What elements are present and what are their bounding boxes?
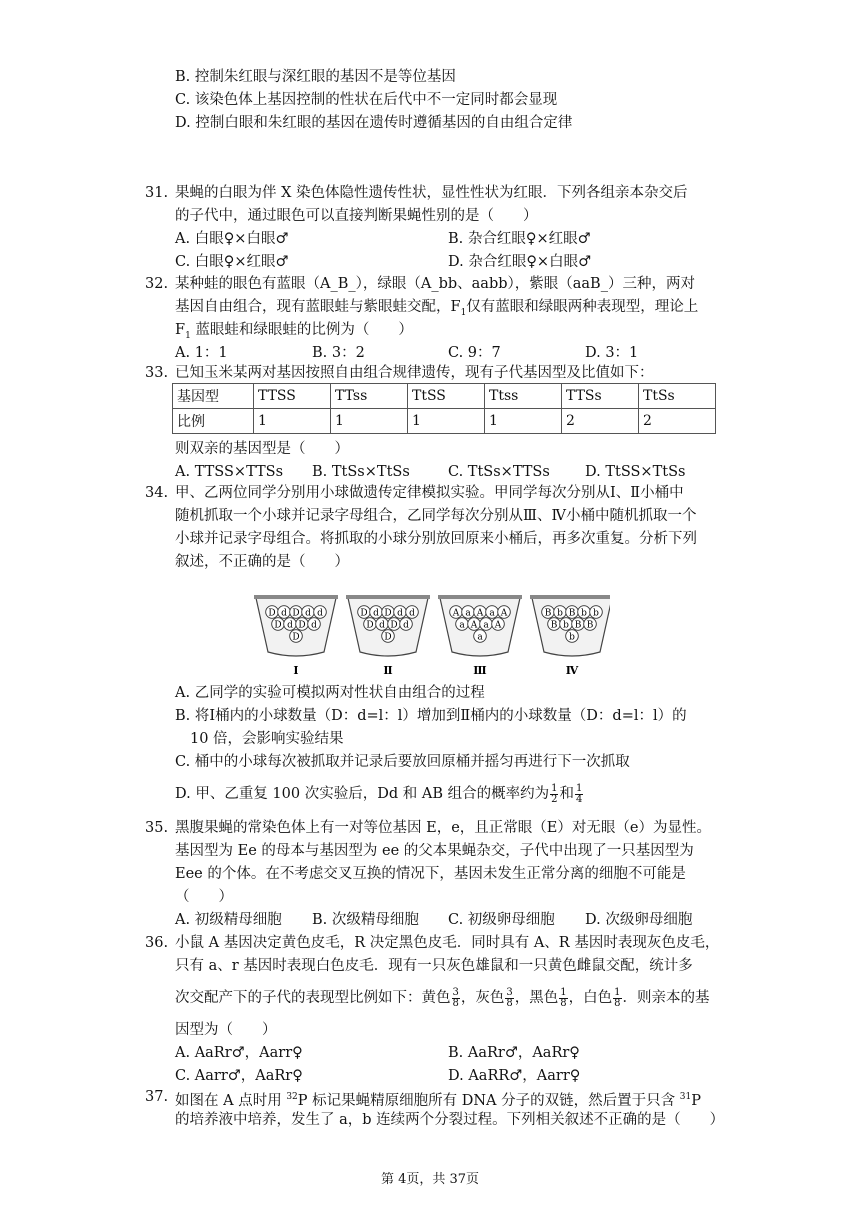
option-c: C. 白眼♀×红眼♂ [175,254,289,270]
ball-letter: D [268,608,276,619]
option-d: D. 杂合红眼♀×白眼♂ [448,254,592,270]
table-header-row [173,384,716,409]
ball-letter: D [292,608,300,619]
ball-letter: D [384,608,392,619]
question-text: 基因型为 Ee 的母本与基因型为 ee 的父本果蝇杂交，子代中出现了一只基因型为 [175,843,694,859]
bucket-2 [346,595,430,677]
question-number: 32. [145,276,169,292]
option-b: B. 杂合红眼♀×红眼♂ [448,231,591,247]
ball-letter: a [489,608,495,619]
question-text: $F_1$ 蓝眼蛙和绿眼蛙的比例为（ ） [175,322,413,341]
bucket-label: Ⅲ [473,664,487,677]
table-cell: 2 [639,409,716,434]
question-text: 黑腹果蝇的常染色体上有一对等位基因 E，e，且正常眼（E）对无眼（e）为显性。 [175,820,711,836]
table-cell: TTss [331,384,408,409]
question-number: 34. [145,485,169,501]
question-text: 某种蛙的眼色有蓝眼（A_B_），绿眼（A_bb、aabb），紫眼（aaB_）三种，两对 [175,276,695,292]
question-text: 只有 a、r 基因时表现白色皮毛．现有一只灰色雄鼠和一只黄色雌鼠交配，统计多 [175,958,693,974]
ball-letter: a [465,608,471,619]
table-cell: Ttss [485,384,562,409]
question-number: 31. [145,185,169,201]
table-cell: 2 [562,409,639,434]
option-c: C. 桶中的小球每次被抓取并记录后要放回原桶并摇匀再进行下一次抓取 [175,754,630,770]
question-text: 基因自由组合，现有蓝眼蛙与紫眼蛙交配，$F_1$仅有蓝眼和绿眼两种表现型，理论上 [175,299,699,318]
ball-letter: b [569,632,575,643]
option-d: D. 次级卵母细胞 [585,912,693,928]
ball-letter: B [550,620,558,631]
ball-letter: B [568,608,576,619]
ball-letter: A [494,620,502,631]
ball-letter: a [483,620,489,631]
ball-letter: b [563,620,569,631]
bucket-label: Ⅱ [383,664,393,677]
option-c: C. TtSs×TTSs [448,464,550,480]
option-c: C. Aarr♂，AaRr♀ [175,1068,303,1084]
option-a: A. 白眼♀×白眼♂ [175,231,289,247]
ball-letter: a [477,632,483,643]
question-text: 小球并记录字母组合。将抓取的小球分别放回原来小桶后，再多次重复。分析下列 [175,531,697,547]
ball-letter: d [287,620,293,631]
ball-letter: d [305,608,311,619]
ball-letter: D [274,620,282,631]
question-text: 甲、乙两位同学分别用小球做遗传定律模拟实验。甲同学每次分别从Ⅰ、Ⅱ小桶中 [175,485,684,501]
ball-letter: D [292,632,300,643]
ball-letter: a [459,620,465,631]
fraction: $\frac{3}{8}$ [452,986,459,1009]
prev-option-d: D. 控制白眼和朱红眼的基因在遗传时遵循基因的自由组合定律 [175,115,573,131]
table-cell: TTSS [254,384,331,409]
table-cell: 1 [331,409,408,434]
page-footer: 第 4页，共 37页 [380,1172,480,1187]
question-number: 35. [145,820,169,836]
question-text: 果蝇的白眼为伴 X 染色体隐性遗传性状，显性性状为红眼．下列各组亲本杂交后 [175,185,688,201]
question-text: 次交配产下的子代的表现型比例如下：黄色 $\frac{3}{8}$ ，灰色 $\frac{3}{8}$ ，黑色 $\frac{1}{8}$ ，白色 $\frac{1}{8}$ ．则亲本的基 [175,986,710,1009]
bucket-3 [438,595,522,677]
question-text: 的子代中，通过眼色可以直接判断果蝇性别的是（ ） [175,208,538,224]
table-cell: 比例 [173,409,254,434]
table-cell: TTSs [562,384,639,409]
ball-letter: d [403,620,409,631]
option-c: C. 初级卵母细胞 [448,912,555,928]
ball-letter: A [500,608,508,619]
option-b: B. 将Ⅰ桶内的小球数量（D：d=l：l）增加到Ⅱ桶内的小球数量（D：d=l：l）的 [175,708,687,724]
option-b: B. AaRr♂，AaRr♀ [448,1045,580,1061]
question-text: Eee 的个体。在不考虑交叉互换的情况下，基因未发生正常分离的细胞不可能是 [175,866,686,882]
table-cell: 1 [485,409,562,434]
question-text: 则双亲的基因型是（ ） [175,441,349,457]
option-d: D. AaRR♂，Aarr♀ [448,1068,581,1084]
question-text: （ ） [175,889,233,905]
table-cell: TtSs [639,384,716,409]
ball-letter: d [379,620,385,631]
ball-letter: d [373,608,379,619]
bucket-1 [254,595,338,677]
table-cell: 基因型 [173,384,254,409]
ball-letter: d [409,608,415,619]
prev-option-b: B. 控制朱红眼与深红眼的基因不是等位基因 [175,69,456,85]
bucket-label: Ⅳ [565,664,579,677]
fraction: $\frac{1}{8}$ [614,986,621,1009]
ball-letter: D [360,608,368,619]
fraction: $\frac{1}{4}$ [575,782,583,805]
question-text: 随机抓取一个小球并记录字母组合，乙同学每次分别从Ⅲ、Ⅳ小桶中随机抓取一个 [175,508,697,524]
question-text: 的培养液中培养，发生了 a，b 连续两个分裂过程。下列相关叙述不正确的是（ ） [175,1112,725,1128]
question-text: 叙述，不正确的是（ ） [175,554,349,570]
option-a: A. TTSS×TTSs [175,464,284,480]
ball-letter: B [586,620,594,631]
ball-letter: b [581,608,587,619]
table-cell: 1 [408,409,485,434]
table-cell: 1 [254,409,331,434]
ball-letter: D [384,632,392,643]
ball-letter: B [544,608,552,619]
prev-option-c: C. 该染色体上基因控制的性状在后代中不一定同时都会显现 [175,92,558,108]
genotype-table [172,383,716,434]
question-text: 已知玉米某两对基因按照自由组合规律遗传，现有子代基因型及比值如下： [175,365,654,381]
ball-letter: D [390,620,398,631]
option-b: B. 3：2 [312,345,365,361]
question-text: 如图在 A 点时用 $^{32}$P 标记果蝇精原细胞所有 DNA 分子的双链，然后置于只含 $^{31}$P [175,1092,701,1109]
option-a: A. 1：1 [175,345,228,361]
option-a: A. AaRr♂，Aarr♀ [175,1045,303,1061]
question-text: 因型为（ ） [175,1022,277,1038]
ball-letter: A [476,608,484,619]
ball-letter: A [470,620,478,631]
option-b: B. 次级精母细胞 [312,912,419,928]
ball-letter: b [557,608,563,619]
ball-letter: d [317,608,323,619]
ball-letter: D [298,620,306,631]
bucket-label: Ⅰ [293,664,299,677]
question-text: 小鼠 A 基因决定黄色皮毛，R 决定黑色皮毛．同时具有 A、R 基因时表现灰色皮毛， [175,935,720,951]
option-c: C. 9：7 [448,345,501,361]
fraction: $\frac{1}{2}$ [551,782,558,805]
question-number: 33. [145,365,169,381]
option-a: A. 乙同学的实验可模拟两对性状自由组合的过程 [175,685,485,701]
ball-letter: A [452,608,460,619]
table-row [173,409,716,434]
option-d: D. TtSS×TtSs [585,464,686,480]
ball-letter: d [281,608,287,619]
ball-letter: d [397,608,403,619]
ball-letter: b [593,608,599,619]
ball-letter: D [366,620,374,631]
question-number: 36. [145,935,169,951]
fraction: $\frac{3}{8}$ [506,986,513,1009]
bucket-diagram [250,590,610,685]
option-b: B. TtSs×TtSs [312,464,410,480]
option-d: D. 3：1 [585,345,639,361]
table-cell: TtSS [408,384,485,409]
ball-letter: d [311,620,317,631]
ball-letter: B [574,620,582,631]
bucket-4 [530,595,610,677]
option-a: A. 初级精母细胞 [175,912,282,928]
question-number: 37. [145,1089,169,1105]
fraction: $\frac{1}{8}$ [560,986,567,1009]
option-d: D. 甲、乙重复 100 次实验后，Dd 和 AB 组合的概率约为 $\frac{1}{2}$ 和 $\frac{1}{4}$ [175,782,583,805]
option-b-cont: 10 倍，会影响实验结果 [190,731,344,747]
